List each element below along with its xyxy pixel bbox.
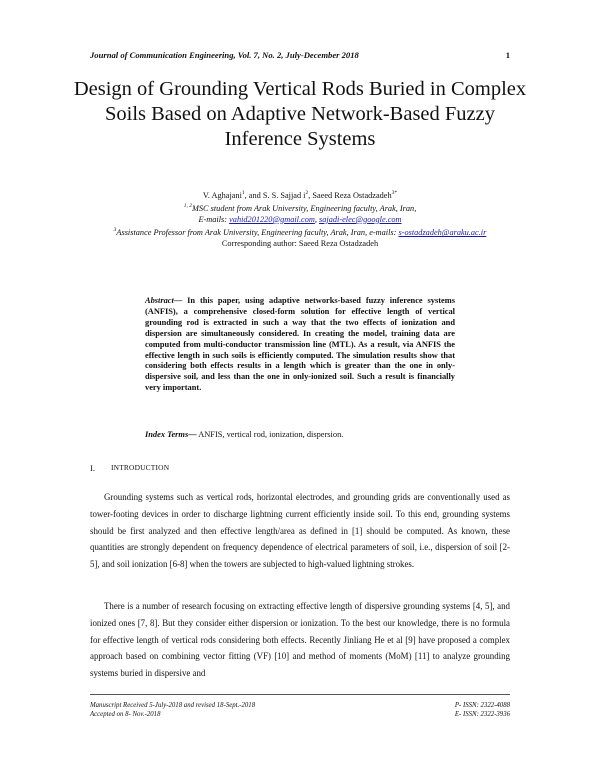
- author-2-sup: 2: [305, 190, 309, 196]
- section-title: INTRODUCTION: [111, 463, 170, 472]
- journal-name: Journal of Communication Engineering, Vol. 7, No. 2, July-December 2018: [90, 50, 359, 60]
- accepted-date: Accepted on 8- Nov.-2018: [90, 711, 161, 718]
- body-paragraph-2: [90, 598, 510, 682]
- page-footer: [90, 701, 510, 719]
- abstract-text: In this paper, using adaptive networks-based fuzzy inference systems (ANFIS), a comprehensive closed-form solution for effective length of vertical grounding rod is extracted in such a way that the two effects of ionization and dispersion are simultaneously considered. In creating the model, training data are computed from multi-conductor transmission line (MTL). As a result, via ANFIS the effective length in such soils is efficiently computed. The simulation results show that considering both effects results in a length which is greater than the one in only-dispersive soil, and less than the one in only-ionized soil. Such a result is financially very important.: [145, 296, 455, 393]
- page-number: 1: [505, 50, 510, 60]
- author-3-sup: 3*: [391, 190, 398, 196]
- running-header: [90, 50, 510, 60]
- email-link-1[interactable]: vahid201220@gmail.com: [229, 214, 315, 224]
- footer-issn: [455, 701, 510, 719]
- paragraph-text: Grounding systems such as vertical rods, horizontal electrodes, and grounding grids are conventionally used as tower-footing devices in order to discharge lightning current efficiently inside soil. To this end, grounding systems should be first analyzed and then effective length/area as defined in [1] should be computed. As known, these quantities are strongly dependent on frequency dependence of electrical parameters of soil, i.e., dispersion of soil [2-5], and soil ionization [6-8] when the towers are subjected to high-valued lightning strokes.: [90, 492, 510, 570]
- footer-rule: [90, 694, 510, 695]
- affiliation-1-sup: 1, 2: [183, 203, 192, 210]
- affiliation-1-text: MSC student from Arak University, Engineering faculty, Arak, Iran,: [191, 204, 417, 214]
- manuscript-received: Manuscript Received 5-July-2018 and revised 18-Sept.-2018: [90, 702, 256, 709]
- section-number: I.: [90, 463, 96, 473]
- abstract-label: Abstract—: [145, 296, 183, 305]
- paper-title: Design of Grounding Vertical Rods Buried in Complex Soils Based on Adaptive Network-Based Fuzzy Inference Systems: [73, 78, 527, 150]
- index-terms: [145, 430, 455, 439]
- email-line: [60, 215, 540, 226]
- author-2: , and S. S. Sajjad i: [244, 190, 306, 200]
- paragraph-text: There is a number of research focusing on extracting effective length of dispersive grounding systems [4, 5], and ionized ones [7, 8]. But they consider either dispersion or ionization. To the best our knowledge, there is no formula for effective length of vertical rods considering both effects. Recently Jinliang He et al [9] have proposed a complex approach based on combining vector fitting (VF) [10] and method of moments (MoM) [11] to analyze grounding systems buried in dispersive and: [90, 601, 510, 679]
- corresponding-author: Corresponding author: Saeed Reza Ostadzadeh: [221, 238, 379, 248]
- affiliation-2-sup: 3: [113, 227, 117, 234]
- author-1: V. Aghajani: [202, 190, 242, 200]
- author-block: [60, 188, 540, 249]
- index-terms-label: Index Terms—: [145, 430, 197, 439]
- author-line: [60, 188, 540, 201]
- body-paragraph-1: [90, 489, 510, 573]
- index-terms-text: ANFIS, vertical rod, ionization, dispersion.: [196, 430, 344, 439]
- affiliation-2-text: Assistance Professor from Arak University, Engineering faculty, Arak, Iran, e-mails:: [116, 228, 397, 238]
- author-3: , Saeed Reza Ostadzadeh: [308, 190, 392, 200]
- p-issn: P- ISSN: 2322-4088: [454, 702, 510, 709]
- affiliation-2: [60, 225, 540, 238]
- affiliation-1: [60, 201, 540, 214]
- email-link-2[interactable]: sajadi-elec@google.com: [319, 214, 402, 224]
- abstract: [145, 296, 455, 394]
- email-link-3[interactable]: s-ostadzadeh@araku.ac.ir: [398, 228, 487, 238]
- emails-label: E-mails:: [198, 214, 228, 224]
- footer-dates: [90, 701, 255, 719]
- e-issn: E- ISSN: 2322-3936: [454, 711, 510, 718]
- author-1-sup: 1: [241, 190, 245, 196]
- section-heading: [90, 463, 169, 473]
- email-separator: ,: [314, 214, 317, 224]
